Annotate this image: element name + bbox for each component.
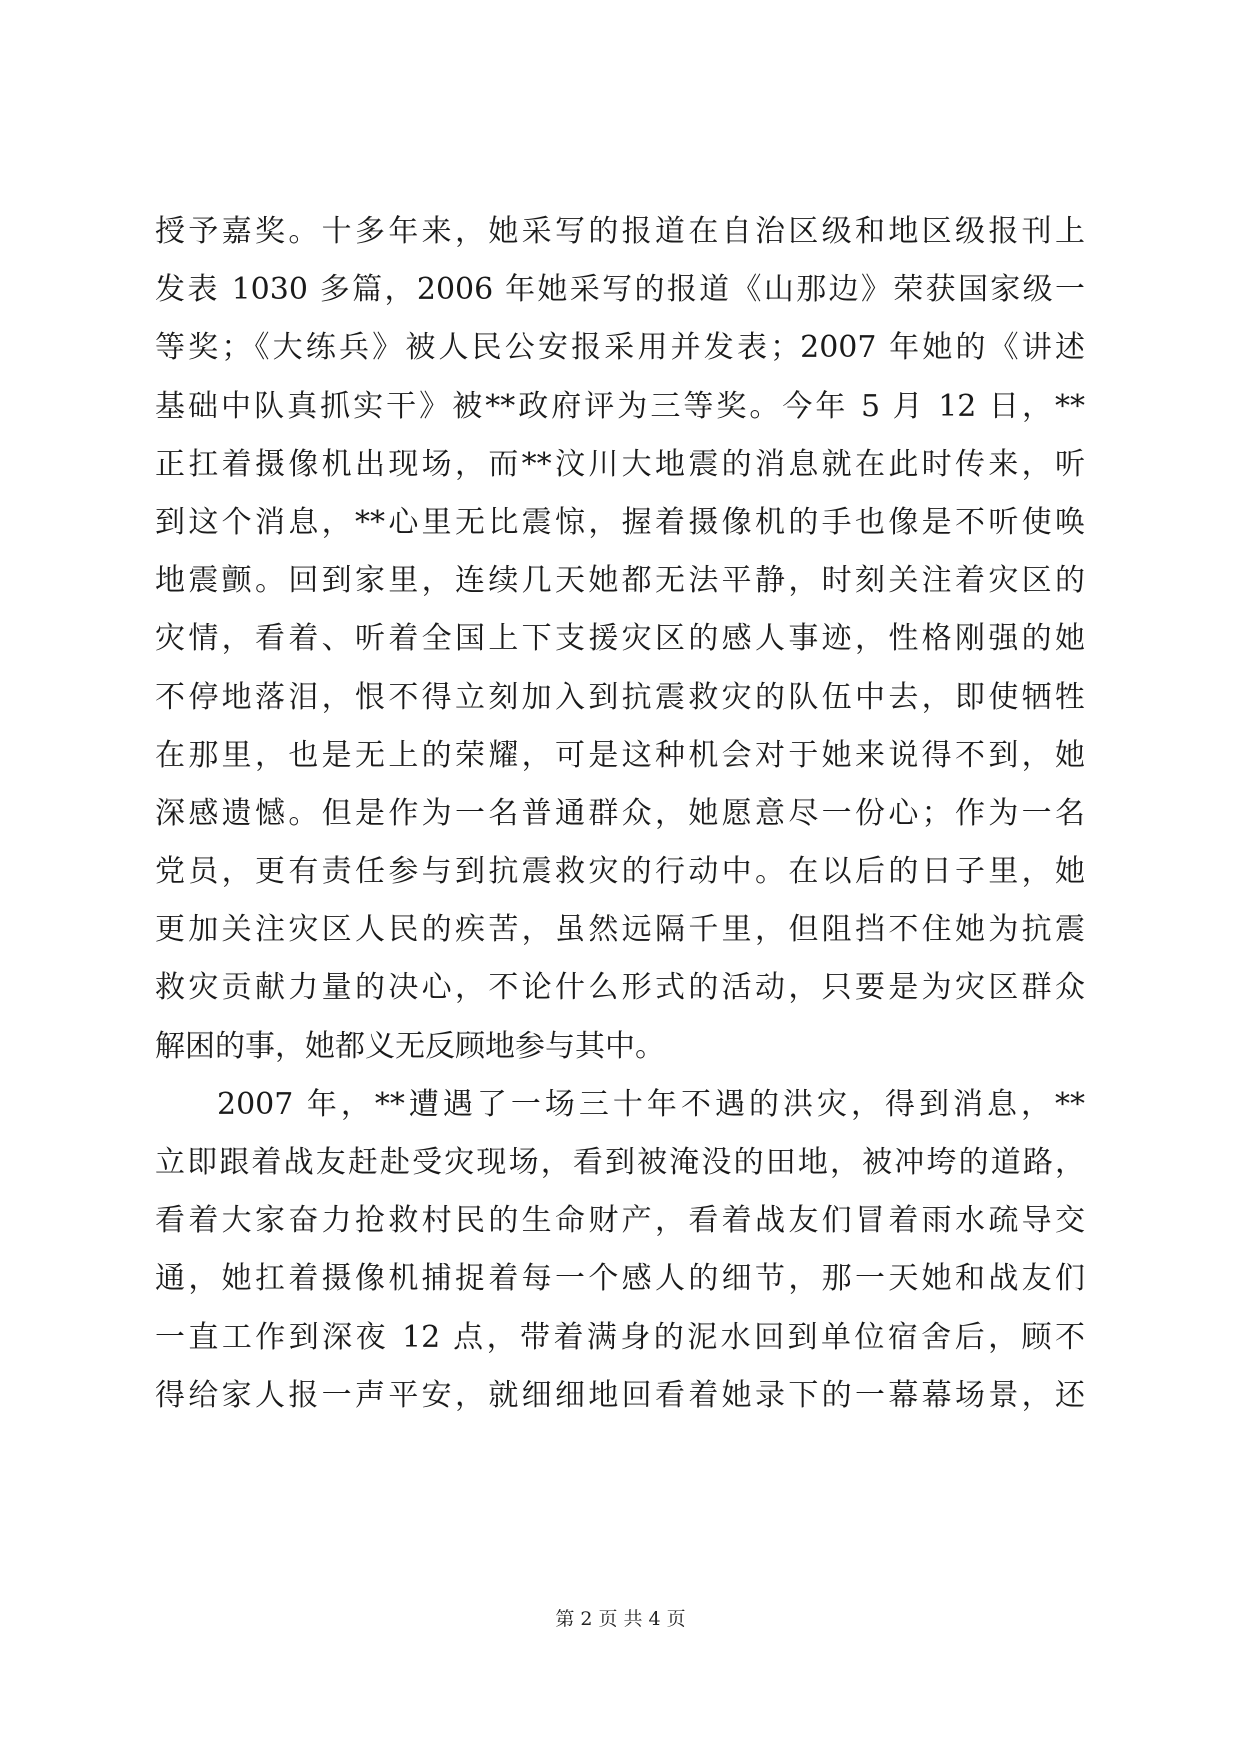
text-line: 党员，更有责任参与到抗震救灾的行动中。在以后的日子里，她 (155, 854, 1085, 890)
document-body (155, 203, 1085, 1425)
text-line: 灾情，看着、听着全国上下支援灾区的感人事迹，性格刚强的她 (155, 621, 1085, 657)
text-line: 正扛着摄像机出现场，而**汶川大地震的消息就在此时传来，听 (155, 446, 1085, 482)
text-line: 看着大家奋力抢救村民的生命财产，看着战友们冒着雨水疏导交 (155, 1203, 1085, 1239)
text-line: 解困的事，她都义无反顾地参与其中。 (155, 1028, 665, 1064)
paragraph-2 (155, 1076, 1085, 1425)
text-line: 得给家人报一声平安，就细细地回看着她录下的一幕幕场景，还 (155, 1377, 1085, 1413)
text-line: 在那里，也是无上的荣耀，可是这种机会对于她来说得不到，她 (155, 737, 1085, 773)
text-line: 地震颤。回到家里，连续几天她都无法平静，时刻关注着灾区的 (155, 563, 1085, 599)
text-line: 立即跟着战友赶赴受灾现场，看到被淹没的田地，被冲垮的道路， (155, 1145, 1085, 1180)
text-line: 发表 1030 多篇，2006 年她采写的报道《山那边》荣获国家级一 (155, 272, 1085, 308)
text-line: 授予嘉奖。十多年来，她采写的报道在自治区级和地区级报刊上 (155, 214, 1085, 249)
text-line: 更加关注灾区人民的疾苦，虽然远隔千里，但阻挡不住她为抗震 (155, 912, 1085, 948)
text-line: 2007 年，**遭遇了一场三十年不遇的洪灾，得到消息，** (217, 1086, 1085, 1122)
page-number-footer: 第 2 页 共 4 页 (555, 1608, 686, 1630)
text-line: 到这个消息，**心里无比震惊，握着摄像机的手也像是不听使唤 (155, 504, 1085, 540)
text-line: 一直工作到深夜 12 点，带着满身的泥水回到单位宿舍后，顾不 (155, 1319, 1085, 1355)
paragraph-1 (155, 203, 1085, 1076)
text-line: 不停地落泪，恨不得立刻加入到抗震救灾的队伍中去，即使牺牲 (155, 679, 1085, 715)
text-line: 等奖；《大练兵》被人民公安报采用并发表；2007 年她的《讲述 (155, 330, 1085, 366)
text-line: 救灾贡献力量的决心，不论什么形式的活动，只要是为灾区群众 (155, 970, 1085, 1006)
text-line: 深感遗憾。但是作为一名普通群众，她愿意尽一份心；作为一名 (155, 795, 1085, 831)
text-line: 通，她扛着摄像机捕捉着每一个感人的细节，那一天她和战友们 (155, 1261, 1085, 1297)
text-line: 基础中队真抓实干》被**政府评为三等奖。今年 5 月 12 日，** (155, 388, 1085, 424)
